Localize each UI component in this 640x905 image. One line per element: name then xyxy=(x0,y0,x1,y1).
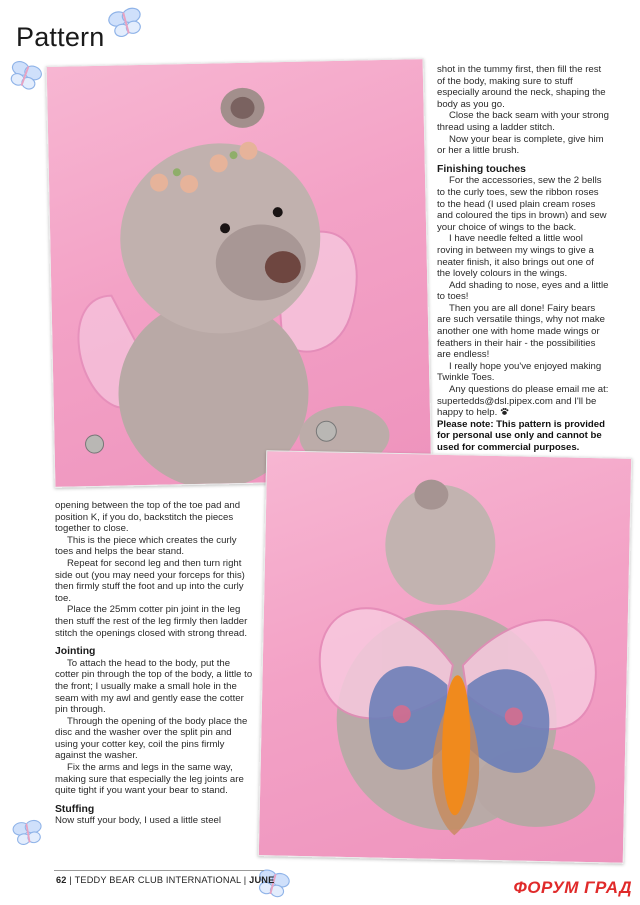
paragraph: shot in the tummy first, then fill the rest of the body, making sure to stuff especially around the neck, shaping the body as you go. xyxy=(437,64,606,110)
page-number: 62 xyxy=(56,875,67,885)
bear-front-photo xyxy=(46,58,433,488)
paragraph: Through the opening of the body place the disc and the washer over the split pin and using your cotter key, coil the pins firmly against the washer. xyxy=(55,715,248,762)
paragraph: I have needle felted a little wool roving in between my wings to give a neater finish, it also brings out one of the lovely colours in the wings. xyxy=(437,233,594,280)
butterfly-icon xyxy=(12,818,44,848)
butterfly-icon xyxy=(8,60,42,92)
paragraph: Now your bear is complete, give him or her a little brush. xyxy=(437,133,604,157)
page-footer xyxy=(56,875,274,885)
paragraph: I really hope you've enjoyed making Twinkle Toes. xyxy=(437,360,602,384)
paragraph: Close the back seam with your strong thread using a ladder stitch. xyxy=(437,110,609,133)
paragraph: Then you are all done! Fairy bears are such versatile things, why not make another one with home made wings or feathers in their hair - the possibilities are endless! xyxy=(437,302,605,361)
paragraph: To attach the head to the body, put the cotter pin through the top of the body, a little to the front; I usually make a small hole in the seam with my awl and gently ease the cotter pin through. xyxy=(55,657,253,716)
paragraph: Place the 25mm cotter pin joint in the leg then stuff the rest of the leg firmly then ladder stitch the openings closed with strong thread. xyxy=(55,604,248,639)
paragraph: opening between the top of the toe pad and position K, if you do, backstitch the pieces together to close. xyxy=(55,500,241,535)
butterfly-icon xyxy=(108,6,144,40)
footer-separator: | xyxy=(243,875,250,885)
page-title: Pattern xyxy=(16,22,105,52)
paragraph xyxy=(437,384,609,419)
paragraph: Fix the arms and legs in the same way, making sure that especially the leg joints are quite tight if you want your bear to stand. xyxy=(55,762,244,797)
footer-divider xyxy=(54,870,264,871)
email-paragraph-text: Any questions do please email me at: supertedds@dsl.pipex.com and I'll be happy to help. xyxy=(437,384,609,419)
paw-icon xyxy=(500,407,509,416)
paragraph: This is the piece which creates the curly toes and helps the bear stand. xyxy=(55,534,237,558)
stuffing-heading: Stuffing xyxy=(55,803,95,815)
issue-month: JUNE xyxy=(249,875,275,885)
right-text-column xyxy=(437,64,609,454)
finishing-heading: Finishing touches xyxy=(437,163,526,175)
paragraph: Repeat for second leg and then turn right side out (you may need your forceps for this) then firmly stuff the foot and up into the curly toe. xyxy=(55,557,245,604)
usage-note: Please note: This pattern is provided for personal use only and cannot be used for commercial purposes. xyxy=(437,418,605,453)
bear-back-photo xyxy=(258,450,632,864)
footer-separator: | xyxy=(69,875,75,885)
paragraph: Add shading to nose, eyes and a little to toes! xyxy=(437,279,609,303)
jointing-heading: Jointing xyxy=(55,646,96,658)
left-text-column xyxy=(55,500,255,827)
watermark-logo: ФОРУМ ГРАД xyxy=(513,878,632,897)
paragraph: Now stuff your body, I used a little steel xyxy=(55,815,222,827)
magazine-name: TEDDY BEAR CLUB INTERNATIONAL xyxy=(74,875,242,885)
paragraph: For the accessories, sew the 2 bells to the curly toes, sew the ribbon roses to the head (I used plain cream roses and coloured the tips in brown) and sew your choice of wings to the back. xyxy=(437,175,607,233)
